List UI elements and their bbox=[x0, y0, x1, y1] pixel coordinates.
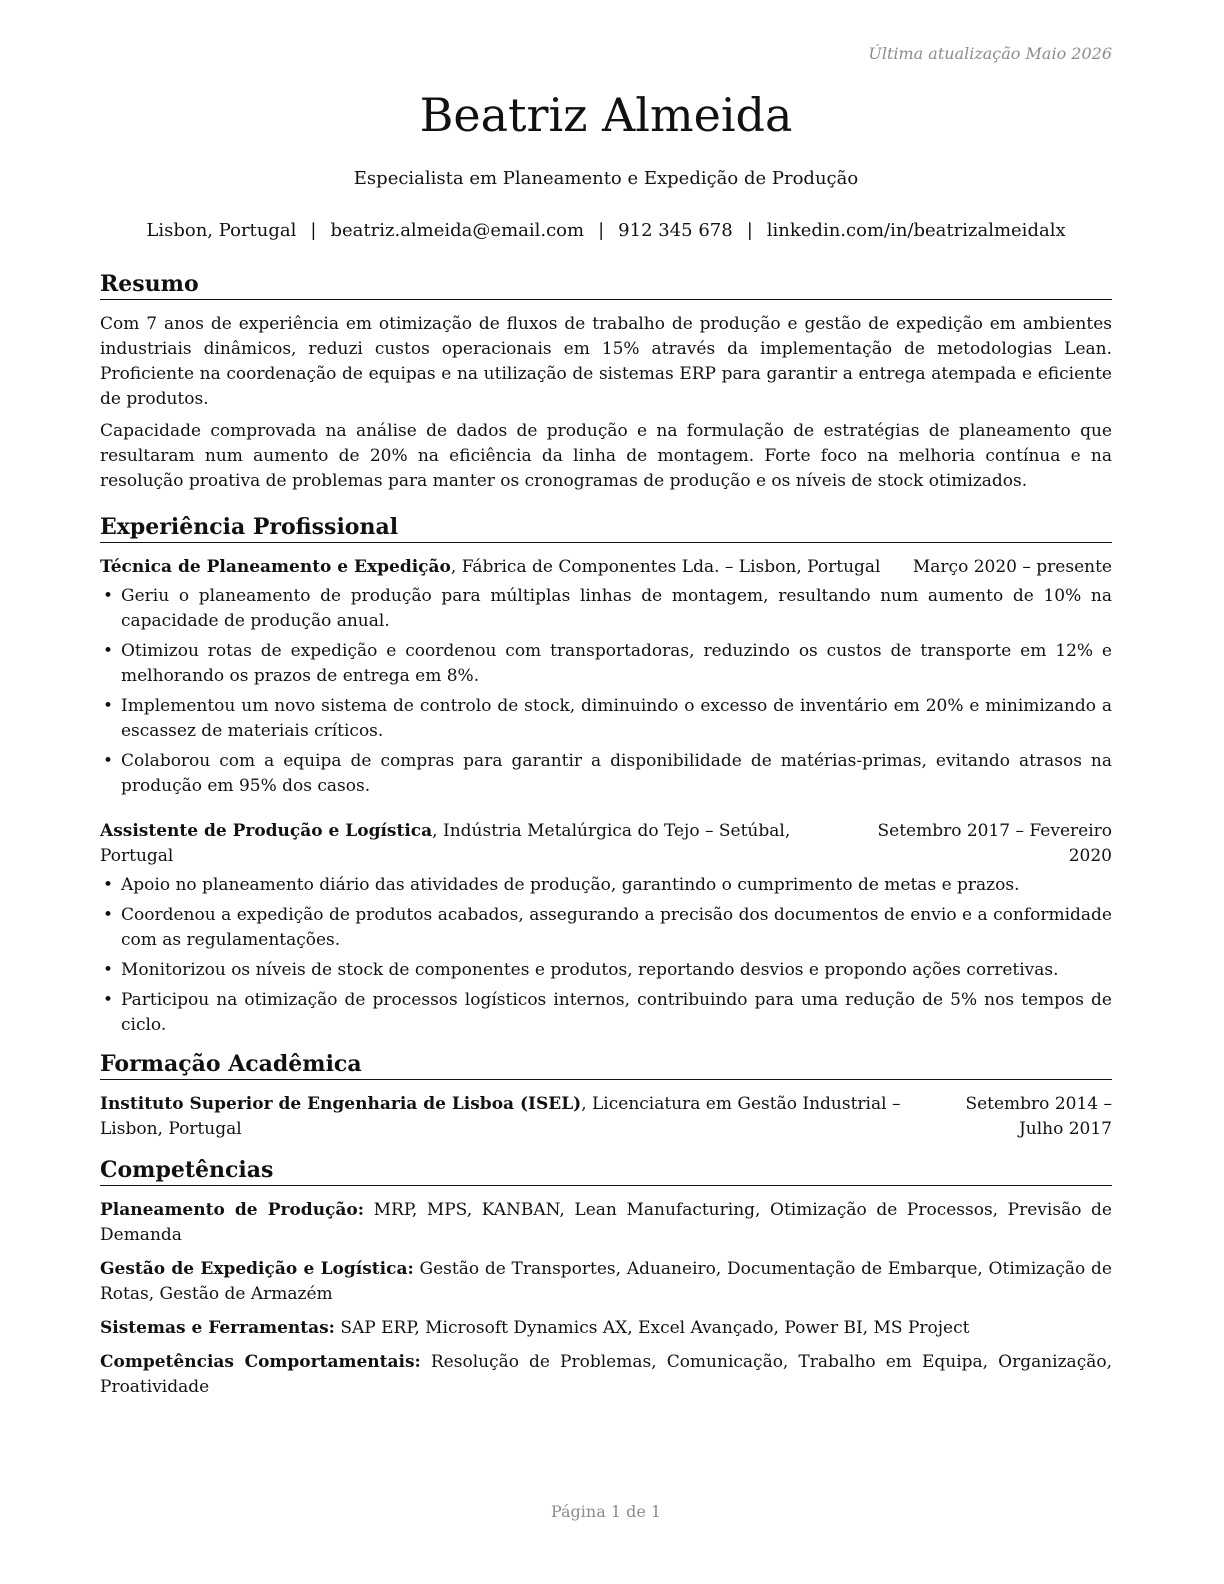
job-bullet: • Coordenou a expedição de produtos acabados, assegurando a precisão dos documentos de envio e a conformidade com as regulamentações. bbox=[100, 903, 1112, 953]
education-institution: Instituto Superior de Engenharia de Lisboa (ISEL) bbox=[100, 1094, 582, 1114]
candidate-name: Beatriz Almeida bbox=[419, 88, 793, 142]
job-bullet: • Colaborou com a equipa de compras para garantir a disponibilidade de matérias-primas, evitando atrasos na produção em 95% dos casos. bbox=[100, 749, 1112, 799]
job-bullet: • Implementou um novo sistema de controlo de stock, diminuindo o excesso de inventário em 20% e minimizando a escassez de materiais críticos. bbox=[100, 694, 1112, 744]
skill-row bbox=[100, 1198, 1112, 1248]
job-role: Técnica de Planeamento e Expedição bbox=[100, 557, 451, 577]
job-bullet: • Participou na otimização de processos logísticos internos, contribuindo para uma redução de 5% nos tempos de ciclo. bbox=[100, 988, 1112, 1038]
section-title-education: Formação Acadêmica bbox=[100, 1050, 1112, 1080]
skill-value: Gestão de Transportes, Aduaneiro, Documentação de Embarque, Otimização de Rotas, Gestão de Armazém bbox=[100, 1259, 1112, 1304]
last-updated: Última atualização Maio 2026 bbox=[868, 44, 1112, 63]
job-bullet: • Geriu o planeamento de produção para múltiplas linhas de montagem, resultando num aumento de 10% na capacidade de produção anual. bbox=[100, 584, 1112, 634]
contact-phone: 912 345 678 bbox=[618, 220, 733, 241]
section-title-summary: Resumo bbox=[100, 270, 1112, 300]
skill-label: Competências Comportamentais: bbox=[100, 1352, 421, 1372]
skill-value: MRP, MPS, KANBAN, Lean Manufacturing, Otimização de Processos, Previsão de Demanda bbox=[100, 1200, 1112, 1245]
contact-separator: | bbox=[598, 220, 605, 241]
resume-page bbox=[100, 0, 1112, 1584]
skill-label: Sistemas e Ferramentas: bbox=[100, 1318, 335, 1338]
job-bullet: • Apoio no planeamento diário das atividades de produção, garantindo o cumprimento de metas e prazos. bbox=[100, 873, 1112, 898]
contact-email[interactable]: beatriz.almeida@email.com bbox=[330, 220, 585, 241]
skill-label: Gestão de Expedição e Logística: bbox=[100, 1259, 414, 1279]
job-bullets bbox=[100, 873, 1112, 1038]
job-company: , Indústria Metalúrgica do Tejo – Setúbal, Portugal bbox=[100, 821, 791, 866]
skill-value: SAP ERP, Microsoft Dynamics AX, Excel Avançado, Power BI, MS Project bbox=[334, 1318, 970, 1338]
contact-line bbox=[100, 220, 1112, 241]
summary-paragraph: Com 7 anos de experiência em otimização de fluxos de trabalho de produção e gestão de expedição em ambientes industriais dinâmicos, reduzi custos operacionais em 15% através da implementação de metodologias Lean. Proficiente na coordenação de equipas e na utilização de sistemas ERP para garantir a entrega atempada e eficiente de produtos. bbox=[100, 314, 1112, 409]
education-section bbox=[100, 1050, 1112, 1142]
page-number: Página 1 de 1 bbox=[550, 1502, 662, 1521]
headline: Especialista em Planeamento e Expedição de Produção bbox=[353, 168, 859, 189]
job-dates: Março 2020 – presente bbox=[912, 557, 1112, 577]
skill-row bbox=[100, 1257, 1112, 1307]
skill-row bbox=[100, 1350, 1112, 1400]
job-role: Assistente de Produção e Logística bbox=[100, 821, 433, 841]
skill-row bbox=[100, 1316, 1112, 1341]
experience-section bbox=[100, 513, 1112, 1038]
contact-separator: | bbox=[310, 220, 317, 241]
job-header bbox=[100, 555, 1112, 580]
summary-section bbox=[100, 270, 1112, 494]
section-title-experience: Experiência Profissional bbox=[100, 513, 1112, 543]
skill-label: Planeamento de Produção: bbox=[100, 1200, 365, 1220]
education-dates: Setembro 2014 – Julho 2017 bbox=[965, 1094, 1112, 1139]
contact-separator: | bbox=[746, 220, 753, 241]
resume-content bbox=[100, 270, 1112, 1412]
section-title-skills: Competências bbox=[100, 1156, 1112, 1186]
job-header bbox=[100, 819, 1112, 869]
education-entry bbox=[100, 1092, 1112, 1142]
job-bullets bbox=[100, 584, 1112, 799]
education-details: , Licenciatura em Gestão Industrial – Lisbon, Portugal bbox=[100, 1094, 901, 1139]
job-company: , Fábrica de Componentes Lda. – Lisbon, Portugal bbox=[450, 557, 881, 577]
contact-linkedin[interactable]: linkedin.com/in/beatrizalmeidalx bbox=[766, 220, 1066, 241]
summary-paragraph: Capacidade comprovada na análise de dados de produção e na formulação de estratégias de planeamento que resultaram num aumento de 20% na eficiência da linha de montagem. Forte foco na melhoria contínua e na resolução proativa de problemas para manter os cronogramas de produção e os níveis de stock otimizados. bbox=[100, 421, 1112, 491]
job-entry bbox=[100, 819, 1112, 1038]
job-entry bbox=[100, 555, 1112, 799]
skill-value: Resolução de Problemas, Comunicação, Trabalho em Equipa, Organização, Proatividade bbox=[100, 1352, 1112, 1397]
job-bullet: • Otimizou rotas de expedição e coordenou com transportadoras, reduzindo os custos de transporte em 12% e melhorando os prazos de entrega em 8%. bbox=[100, 639, 1112, 689]
skills-section bbox=[100, 1156, 1112, 1400]
job-dates: Setembro 2017 – Fevereiro 2020 bbox=[877, 821, 1112, 866]
job-bullet: • Monitorizou os níveis de stock de componentes e produtos, reportando desvios e propondo ações corretivas. bbox=[100, 958, 1112, 983]
contact-location: Lisbon, Portugal bbox=[146, 220, 297, 241]
